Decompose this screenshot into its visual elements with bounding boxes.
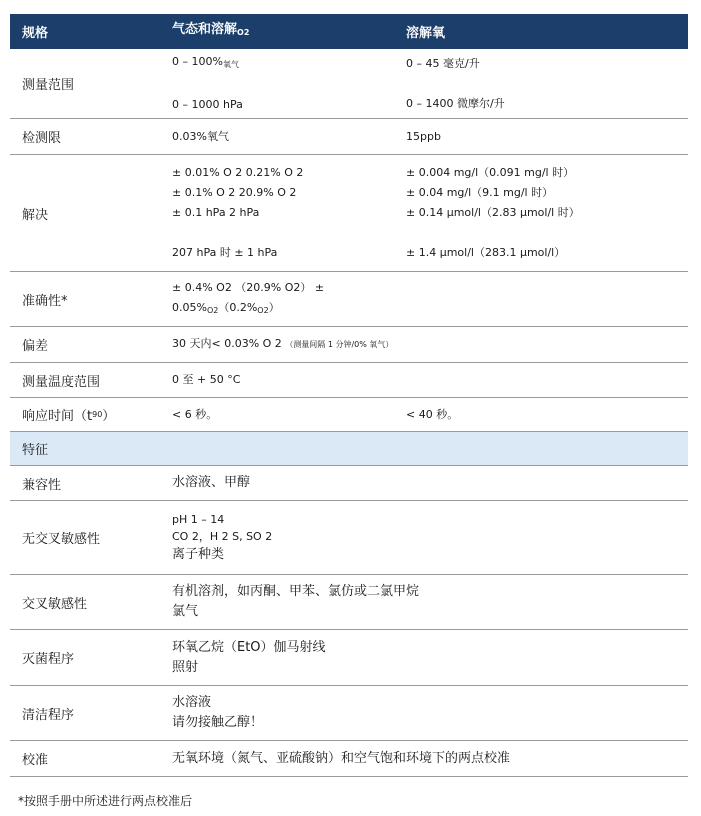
cell-text: 照射 <box>172 659 199 675</box>
cell-text: ± 0.14 μmol/l（2.83 μmol/l 时） <box>406 206 580 219</box>
cell-text: 请勿接触乙醇！ <box>172 715 264 730</box>
cell-text: （0.2% <box>218 300 258 314</box>
cell-text: 环氧乙烷（EtO）伽马射线 <box>172 639 326 655</box>
row-features-section <box>10 432 688 466</box>
row-label: 灭菌程序 <box>22 652 75 667</box>
footnote: *按照手册中所述进行两点校准后 <box>18 794 193 808</box>
header-gas-dissolved <box>160 14 394 49</box>
header-spec: 规格 <box>22 26 49 41</box>
header-dissolved-oxygen: 溶解氧 <box>406 26 446 41</box>
cell-text: 0 – 45 毫克/升 <box>406 56 480 70</box>
row-detection-limit <box>10 119 688 155</box>
header-gas-dissolved-sub: O2 <box>237 28 250 37</box>
row-label: 检测限 <box>22 131 62 146</box>
cell-text: 0.03%氧气 <box>172 129 229 143</box>
row-label: 交叉敏感性 <box>22 596 88 612</box>
cell-text: ± 0.04 mg/l（9.1 mg/l 时） <box>406 186 554 199</box>
cell-text: 0 – 1000 hPa <box>172 98 243 111</box>
cell-text: ± 0.004 mg/l（0.091 mg/l 时） <box>406 166 575 179</box>
cell-text: 30 天内< 0.03% O 2 <box>172 337 282 350</box>
row-resolution <box>10 155 688 272</box>
row-temperature-range <box>10 363 688 398</box>
cell-text: 0 – 1400 微摩尔/升 <box>406 96 505 110</box>
cell-text: 水溶液、甲醇 <box>172 475 251 490</box>
cell-text: ± 1.4 μmol/l（283.1 μmol/l） <box>406 246 566 259</box>
cell-sub: O2 <box>206 305 219 315</box>
row-label: 解决 <box>22 207 49 223</box>
cell-text: 离子种类 <box>172 547 225 562</box>
cell-text: ± 0.1% O 2 20.9% O 2 <box>172 186 297 199</box>
table-header <box>10 14 688 49</box>
row-label: 兼容性 <box>22 477 62 493</box>
cell-text: 无氧环境（氮气、亚硫酸钠）和空气饱和环境下的两点校准 <box>172 750 511 766</box>
row-response-time <box>10 398 688 432</box>
cell-text: pH 1 – 14 <box>172 513 225 526</box>
row-label: 无交叉敏感性 <box>22 532 101 547</box>
cell-text: 0 至 + 50 °C <box>172 373 241 386</box>
cell-sub: O2 <box>257 305 269 315</box>
cell-text: 0.05% <box>172 300 207 314</box>
spec-table <box>10 14 688 777</box>
row-label: 响应时间（t <box>22 409 93 424</box>
cell-sub: 氧气 <box>222 60 239 69</box>
cell-text: ） <box>268 300 280 314</box>
row-label-sub: 90 <box>92 410 103 419</box>
row-compatibility <box>10 466 688 501</box>
cell-text: CO 2，H 2 S, SO 2 <box>172 530 273 543</box>
row-sterilization <box>10 630 688 686</box>
cell-text: ± 0.01% O 2 0.21% O 2 <box>172 166 304 179</box>
cell-text: 207 hPa 时 ± 1 hPa <box>172 246 278 259</box>
row-cleaning <box>10 686 688 741</box>
row-cross-sensitivity <box>10 575 688 630</box>
cell-text: 15ppb <box>406 129 441 143</box>
header-gas-dissolved-label: 气态和溶解 <box>172 22 238 37</box>
cell-text: ± 0.1 hPa 2 hPa <box>172 206 260 219</box>
row-drift <box>10 327 688 363</box>
cell-text: ± 0.4% O2 （20.9% O2） ± <box>172 280 325 294</box>
row-measurement-range <box>10 49 688 119</box>
section-label: 特征 <box>22 443 49 458</box>
row-label: 准确性* <box>22 293 68 309</box>
row-accuracy <box>10 272 688 327</box>
cell-text: 0 – 100% <box>172 55 223 68</box>
row-label-end: ） <box>102 409 116 424</box>
row-label: 偏差 <box>22 339 49 354</box>
row-label: 测量范围 <box>22 78 75 93</box>
cell-text: 氯气 <box>172 604 199 619</box>
row-label: 测量温度范围 <box>22 374 101 390</box>
cell-text: < 40 秒。 <box>406 407 459 421</box>
cell-text: < 6 秒。 <box>172 407 218 421</box>
row-label: 校准 <box>22 753 49 768</box>
cell-text: 有机溶剂，如丙酮、甲苯、氯仿或二氯甲烷 <box>172 584 420 599</box>
cell-note: （测量间隔 1 分钟/0% 氧气） <box>285 340 394 349</box>
row-label: 清洁程序 <box>22 707 75 723</box>
row-calibration <box>10 741 688 777</box>
cell-text: 水溶液 <box>172 695 212 710</box>
row-no-cross-sensitivity <box>10 501 688 575</box>
